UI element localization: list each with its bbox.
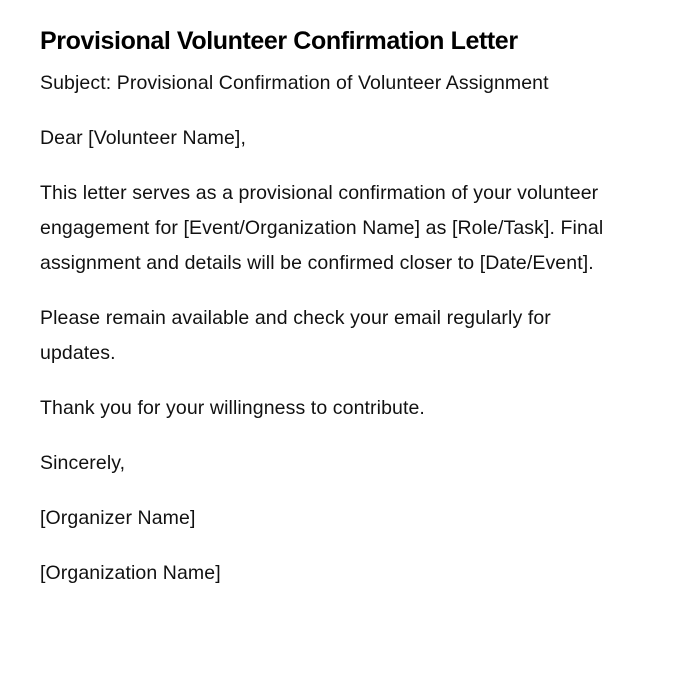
letter-title: Provisional Volunteer Confirmation Letter	[40, 27, 518, 55]
letter-paragraph: Thank you for your willingness to contribute.	[40, 397, 425, 419]
signature-name: [Organizer Name]	[40, 507, 196, 529]
letter-paragraph: Please remain available and check your email regularly for updates.	[40, 307, 551, 364]
signature-organization: [Organization Name]	[40, 562, 221, 584]
letter-subject: Subject: Provisional Confirmation of Volunteer Assignment	[40, 72, 549, 94]
letter-paragraph: This letter serves as a provisional confirmation of your volunteer engagement for [Event/Organization Name] as [Role/Task]. Final assignment and details will be confirmed closer to [Date/Event].	[40, 182, 604, 274]
letter-closing: Sincerely,	[40, 452, 126, 474]
letter-salutation: Dear [Volunteer Name],	[40, 127, 246, 149]
